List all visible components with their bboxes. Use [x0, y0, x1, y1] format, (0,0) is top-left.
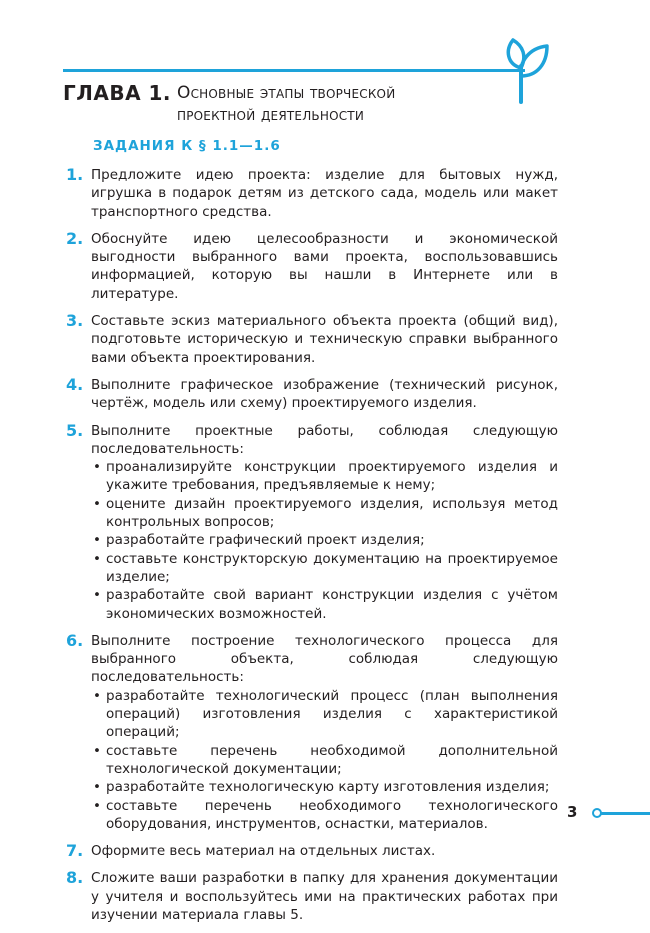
- header-rule: [63, 69, 525, 72]
- task-text: Выполните построение технологического процесса для выбранного объекта, соблюдая следующую последовательность:: [91, 632, 558, 686]
- chapter-title: [177, 82, 395, 126]
- task-bullet: • разработайте графический проект изделия;: [91, 531, 558, 549]
- sprout-icon: [497, 38, 549, 104]
- task-number: 8.: [66, 868, 84, 888]
- task-bullet: • оцените дизайн проектируемого изделия, используя метод контрольных вопросов;: [91, 495, 558, 532]
- task-text: Обоснуйте идею целесообразности и экономической выгодности выбранного вами проекта, воспользовавшись информацией, которую вы нашли в Интернете или в литературе.: [91, 230, 558, 302]
- task-item: [66, 632, 558, 833]
- task-bullet: • составьте конструкторскую документацию на проектируемое изделие;: [91, 550, 558, 587]
- task-bullet-list: [91, 687, 558, 833]
- task-item: [66, 842, 558, 860]
- task-text: Выполните проектные работы, соблюдая следующую последовательность:: [91, 422, 558, 457]
- chapter-title-line2: проектной деятельности: [177, 105, 365, 125]
- chapter-label: ГЛАВА 1.: [63, 81, 172, 105]
- task-bullet: • разработайте свой вариант конструкции изделия с учётом экономических возможностей.: [91, 586, 558, 623]
- task-item: [66, 166, 558, 221]
- task-number: 3.: [66, 311, 84, 331]
- footer-rule: [600, 812, 650, 815]
- task-number: 2.: [66, 228, 84, 248]
- task-list: [66, 166, 558, 933]
- page-number: 3: [567, 803, 578, 821]
- task-item: [66, 422, 558, 623]
- task-text: Составьте эскиз материального объекта проекта (общий вид), подготовьте историческую и техническую справки выбранного вами объекта проектирования.: [91, 313, 558, 366]
- task-bullet: • разработайте технологическую карту изготовления изделия;: [91, 778, 558, 796]
- task-number: 6.: [66, 630, 84, 650]
- task-text: Оформите весь материал на отдельных листах.: [91, 843, 436, 860]
- task-item: [66, 376, 558, 413]
- section-heading: ЗАДАНИЯ К § 1.1—1.6: [93, 138, 281, 154]
- task-bullet: • составьте перечень необходимой дополнительной технологической документации;: [91, 742, 558, 779]
- task-bullet: • разработайте технологический процесс (план выполнения операций) изготовления изделия с характеристикой операций;: [91, 687, 558, 742]
- task-text: Сложите ваши разработки в папку для хранения документации у учителя и воспользуйтесь ими на практических работах при изучении материала главы 5.: [91, 870, 558, 923]
- chapter-title-line1: Основные этапы творческой: [177, 83, 396, 103]
- task-number: 1.: [66, 165, 84, 184]
- task-item: [66, 312, 558, 367]
- task-text: Предложите идею проекта: изделие для бытовых нужд, игрушка в подарок детям из детского сада, модель или макет транспортного средства.: [91, 167, 558, 220]
- task-number: 5.: [66, 420, 84, 440]
- task-bullet: • проанализируйте конструкции проектируемого изделия и укажите требования, предъявляемые к нему;: [91, 458, 558, 495]
- task-number: 7.: [66, 841, 84, 861]
- task-number: 4.: [66, 374, 84, 394]
- task-text: Выполните графическое изображение (технический рисунок, чертёж, модель или схему) проектируемого изделия.: [91, 376, 558, 412]
- task-bullet-list: [91, 458, 558, 623]
- task-item: [66, 230, 558, 303]
- task-item: [66, 869, 558, 924]
- task-bullet: • составьте перечень необходимого технологического оборудования, инструментов, оснастки, материалов.: [91, 797, 558, 834]
